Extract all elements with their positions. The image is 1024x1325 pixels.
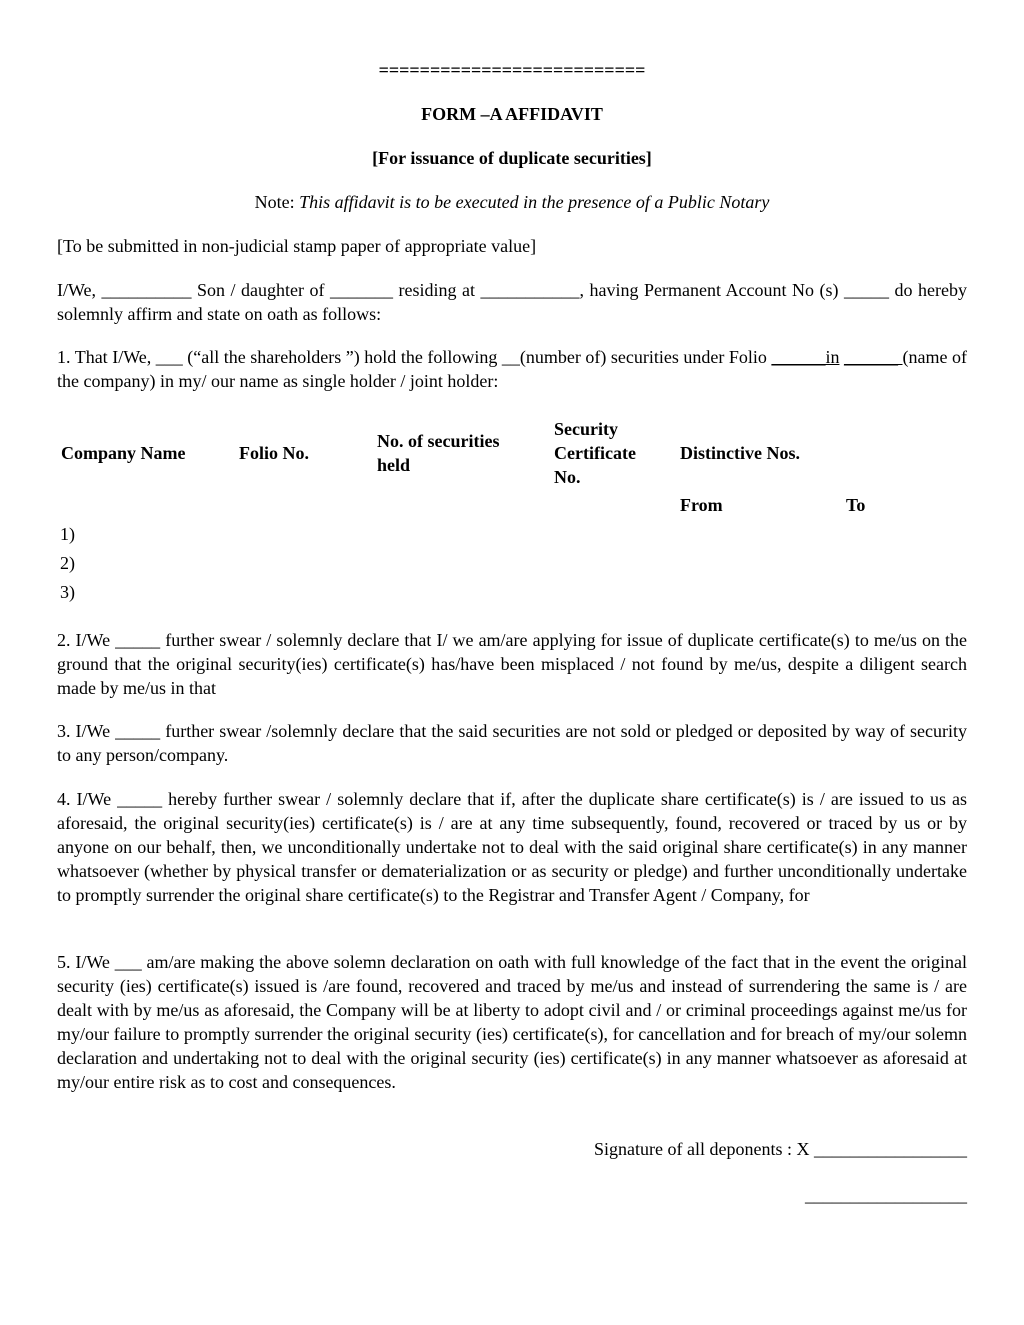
paragraph-4: 4. I/We _____ hereby further swear / solemnly declare that if, after the duplicate share certificate(s) is / are issued to us as aforesaid, the original security(ies) certificate(s) is / are at any time subsequently, found, recovered or traced by us or by anyone on our behalf, then, we unconditionally undertake not to deal with the said original share certificate(s) in any manner whatsoever (whether by physical transfer or dematerialization or as security or pledge) and further unconditionally undertake to promptly surrender the original share certificate(s) to the Registrar and Transfer Agent / Company, for xyxy=(57,789,967,905)
intro-paragraph: I/We, __________ Son / daughter of _______ residing at ___________, having Permanent Account No (s) _____ do hereby solemnly affirm and state on oath as follows: xyxy=(57,280,967,324)
paragraph-1 xyxy=(57,345,967,393)
stamp-paper-line: [To be submitted in non-judicial stamp paper of appropriate value] xyxy=(57,236,537,256)
note-label: Note: xyxy=(254,192,300,212)
table-row: 3) xyxy=(60,582,75,602)
company-blank: ______ xyxy=(843,347,903,367)
signature-line-2: __________________ xyxy=(805,1185,967,1205)
table-row: 2) xyxy=(60,553,75,573)
paragraph-2: 2. I/We _____ further swear / solemnly declare that I/ we am/are applying for issue of duplicate certificate(s) to me/us on the ground that the original security(ies) certificate(s) has/have been misplaced / not found by me/us, despite a diligent search made by me/us in that xyxy=(57,630,967,698)
th-to: To xyxy=(846,495,866,515)
th-company-name: Company Name xyxy=(61,443,186,463)
signature-line: Signature of all deponents : X _________________ xyxy=(594,1139,967,1159)
paragraph-1-text-a: 1. That I/We, ___ (“all the shareholders ”) hold the following __(number of) securities under Folio xyxy=(57,347,772,367)
paragraph-5: 5. I/We ___ am/are making the above solemn declaration on oath with full knowledge of the fact that in the event the original security (ies) certificate(s) issued is /are found, recovered and traced by me/us and instead of surrendering the same is / are dealt with by me/us as aforesaid, the Company will be at liberty to adopt civil and / or criminal proceedings against me/us for my/our failure to promptly surrender the original security (ies) certificate(s), for cancellation and for breach of my/our solemn declaration and undertaking not to deal with the original security (ies) certificate(s) in any manner whatsoever as aforesaid at my/our entire risk as to cost and consequences. xyxy=(57,952,967,1092)
th-distinctive-nos: Distinctive Nos. xyxy=(680,443,800,463)
th-folio-no: Folio No. xyxy=(239,443,309,463)
paragraph-3: 3. I/We _____ further swear /solemnly declare that the said securities are not sold or pledged or deposited by way of security to any person/company. xyxy=(57,721,967,765)
header-rule: ========================== xyxy=(378,60,646,80)
folio-blank: ______in xyxy=(771,347,840,367)
th-from: From xyxy=(680,495,723,515)
table-row: 1) xyxy=(60,524,75,544)
note-line xyxy=(0,190,1024,214)
form-subtitle: [For issuance of duplicate securities] xyxy=(372,148,652,168)
th-no-of-securities: No. of securities held xyxy=(377,431,500,475)
th-security-certificate: Security Certificate No. xyxy=(554,419,636,487)
note-text: This affidavit is to be executed in the presence of a Public Notary xyxy=(299,192,770,212)
form-title: FORM –A AFFIDAVIT xyxy=(421,104,603,124)
paragraph-1-text-b: (name of the company) in my/ our name as single holder / joint holder: xyxy=(57,347,968,391)
